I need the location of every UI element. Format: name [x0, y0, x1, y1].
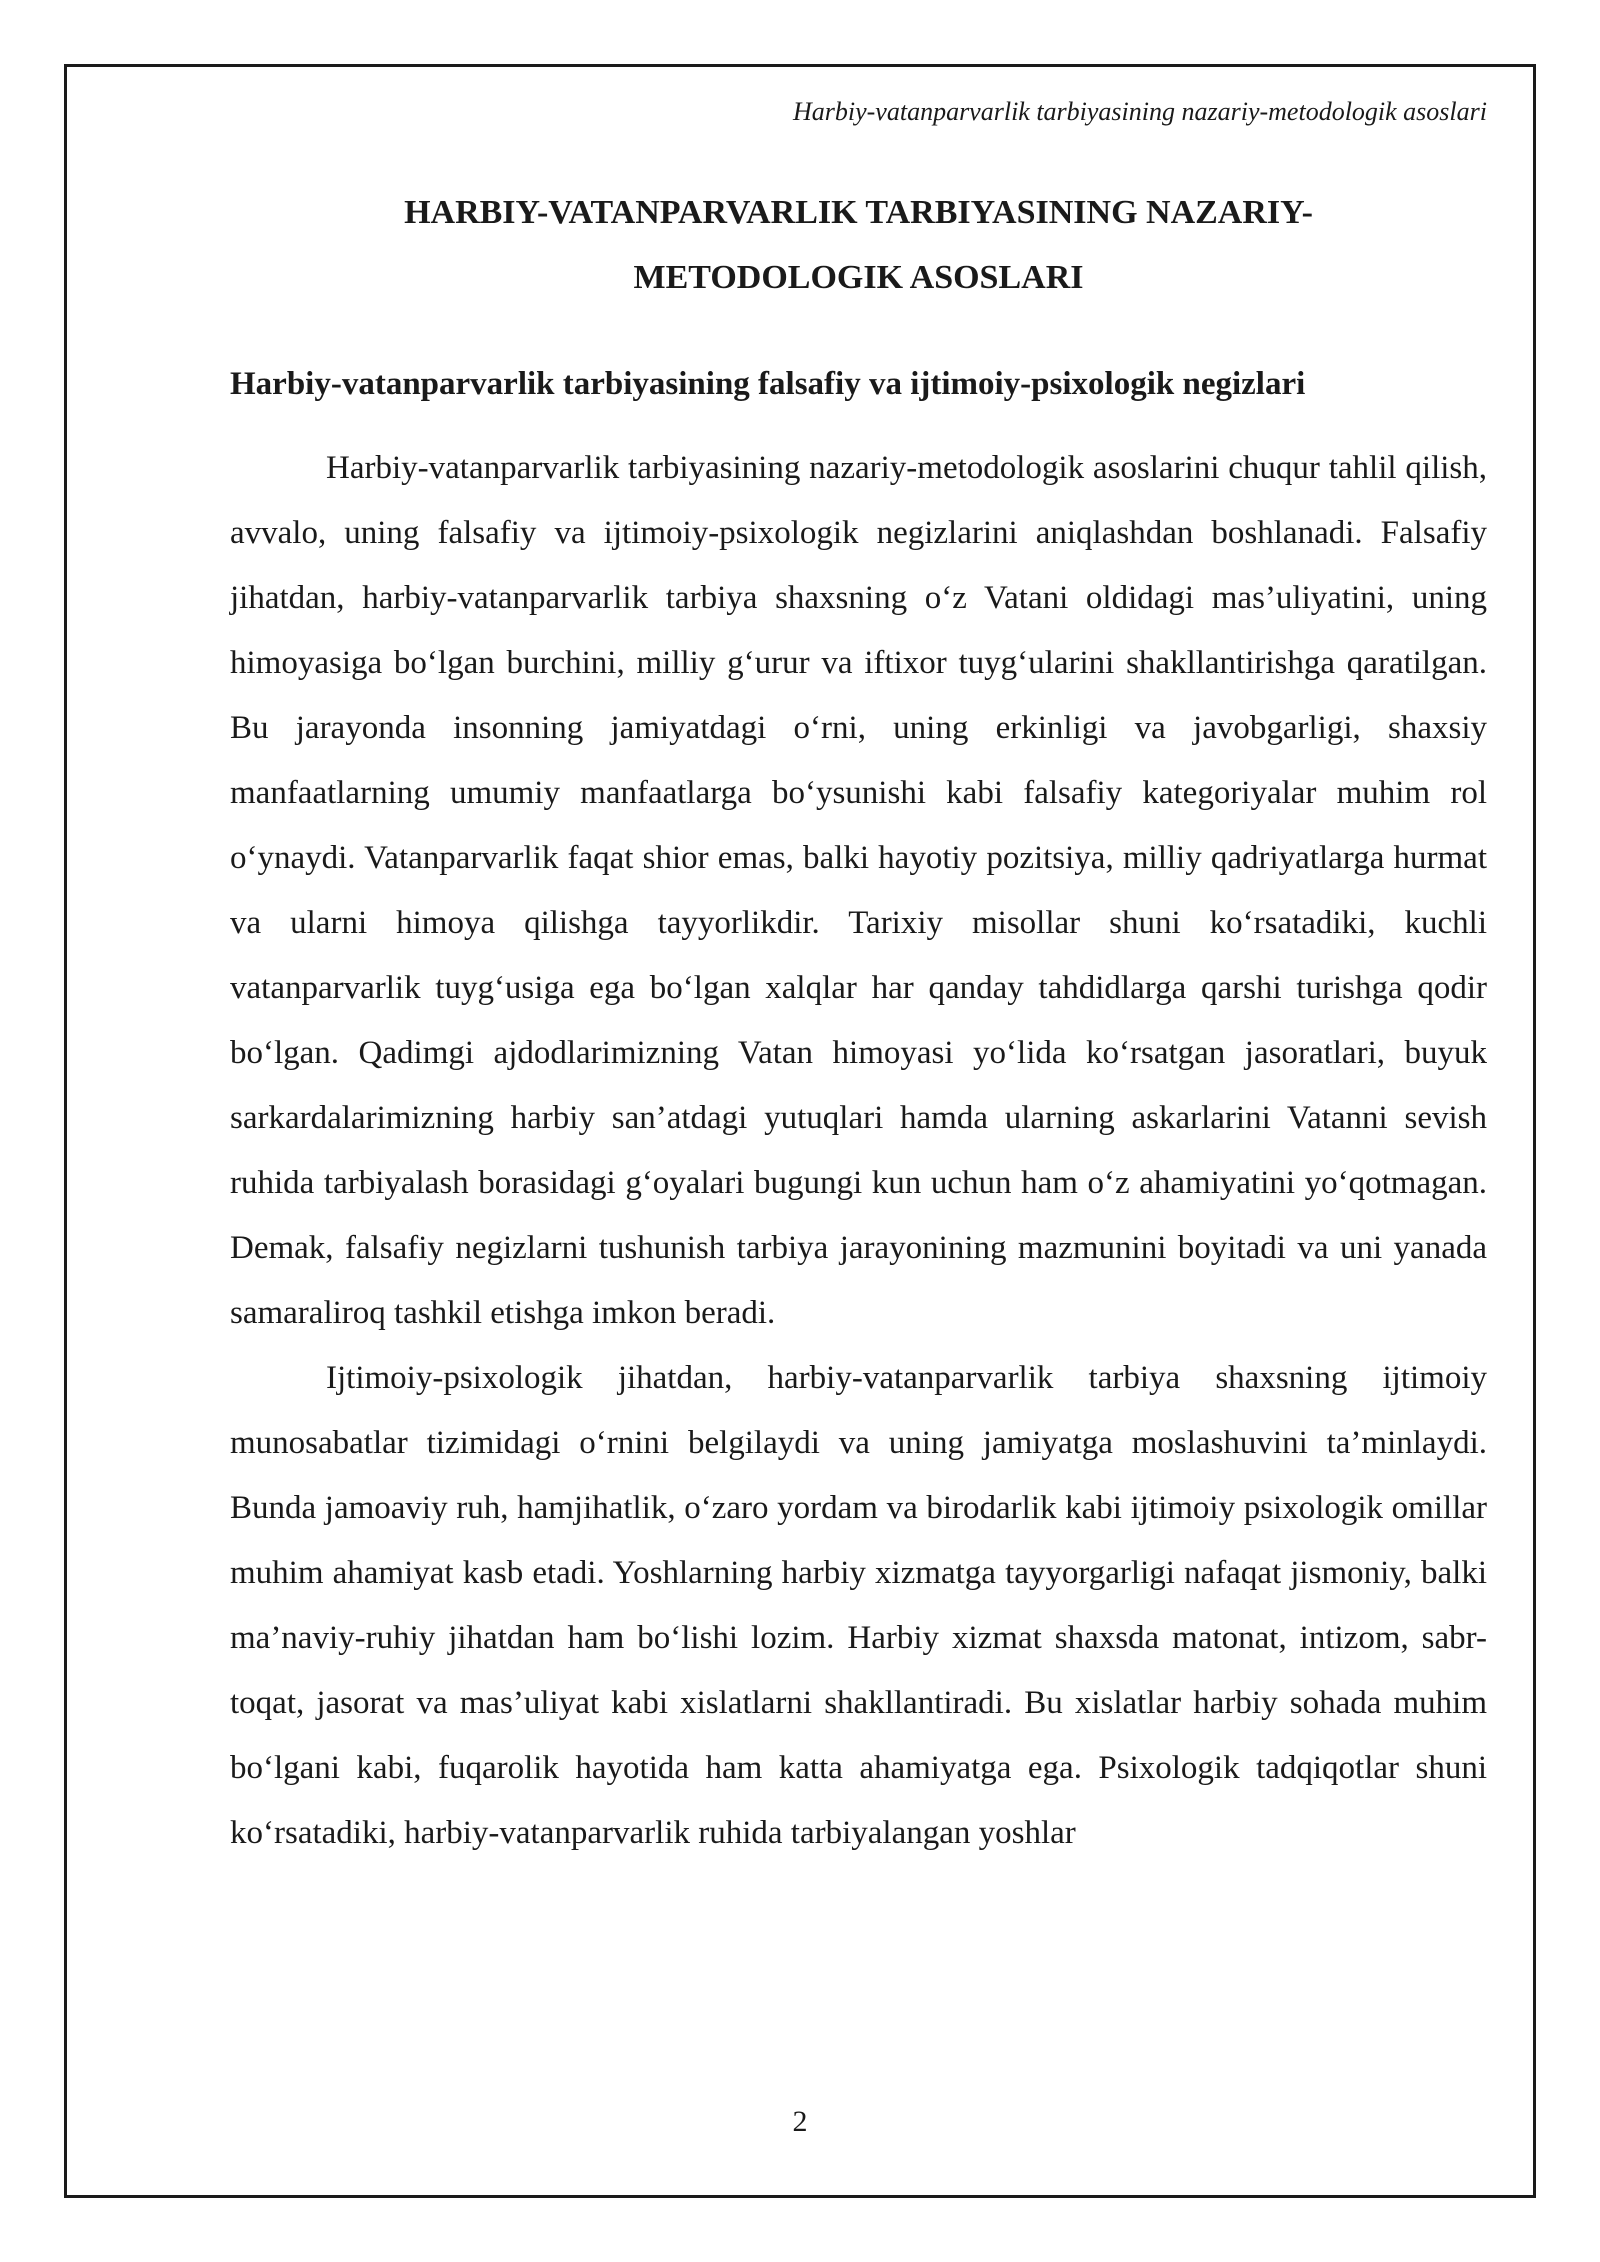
body-text: [230, 436, 1487, 1866]
paragraph: Ijtimoiy-psixologik jihatdan, harbiy-vatanparvarlik tarbiya shaxsning ijtimoiy munosabatlar tizimidagi o‘rnini belgilaydi va uning jamiyatga moslashuvini ta’minlaydi. Bunda jamoaviy ruh, hamjihatlik, o‘zaro yordam va birodarlik kabi ijtimoiy psixologik omillar muhim ahamiyat kasb etadi. Yoshlarning harbiy xizmatga tayyorgarligi nafaqat jismoniy, balki ma’naviy-ruhiy jihatdan ham bo‘lishi lozim. Harbiy xizmat shaxsda matonat, intizom, sabr-toqat, jasorat va mas’uliyat kabi xislatlarni shakllantiradi. Bu xislatlar harbiy sohada muhim bo‘lgani kabi, fuqarolik hayotida ham katta ahamiyatga ega. Psixologik tadqiqotlar shuni ko‘rsatadiki, harbiy-vatanparvarlik ruhida tarbiyalangan yoshlar: [230, 1360, 1487, 1851]
running-header: Harbiy-vatanparvarlik tarbiyasining nazariy-metodologik asoslari: [792, 97, 1487, 126]
page-number: 2: [792, 2105, 808, 2138]
section-heading: Harbiy-vatanparvarlik tarbiyasining falsafiy va ijtimoiy-psixologik negizlari: [230, 366, 1306, 402]
paragraph: Harbiy-vatanparvarlik tarbiyasining nazariy-metodologik asoslarini chuqur tahlil qilish, avvalo, uning falsafiy va ijtimoiy-psixologik negizlarini aniqlashdan boshlanadi. Falsafiy jihatdan, harbiy-vatanparvarlik tarbiya shaxsning o‘z Vatani oldidagi mas’uliyatini, uning himoyasiga bo‘lgan burchini, milliy g‘urur va iftixor tuyg‘ularini shakllantirishga qaratilgan. Bu jarayonda insonning jamiyatdagi o‘rni, uning erkinligi va javobgarligi, shaxsiy manfaatlarning umumiy manfaatlarga bo‘ysunishi kabi falsafiy kategoriyalar muhim rol o‘ynaydi. Vatanparvarlik faqat shior emas, balki hayotiy pozitsiya, milliy qadriyatlarga hurmat va ularni himoya qilishga tayyorlikdir. Tarixiy misollar shuni ko‘rsatadiki, kuchli vatanparvarlik tuyg‘usiga ega bo‘lgan xalqlar har qanday tahdidlarga qarshi turishga qodir bo‘lgan. Qadimgi ajdodlarimizning Vatan himoyasi yo‘lida ko‘rsatgan jasoratlari, buyuk sarkardalarimizning harbiy san’atdagi yutuqlari hamda ularning askarlarini Vatanni sevish ruhida tarbiyalash borasidagi g‘oyalari bugungi kun uchun ham o‘z ahamiyatini yo‘qotmagan. Demak, falsafiy negizlarni tushunish tarbiya jarayonining mazmunini boyitadi va uni yanada samaraliroq tashkil etishga imkon beradi.: [230, 450, 1487, 1331]
document-title: HARBIY-VATANPARVARLIK TARBIYASINING NAZARIY-METODOLOGIK ASOSLARI: [404, 194, 1313, 296]
